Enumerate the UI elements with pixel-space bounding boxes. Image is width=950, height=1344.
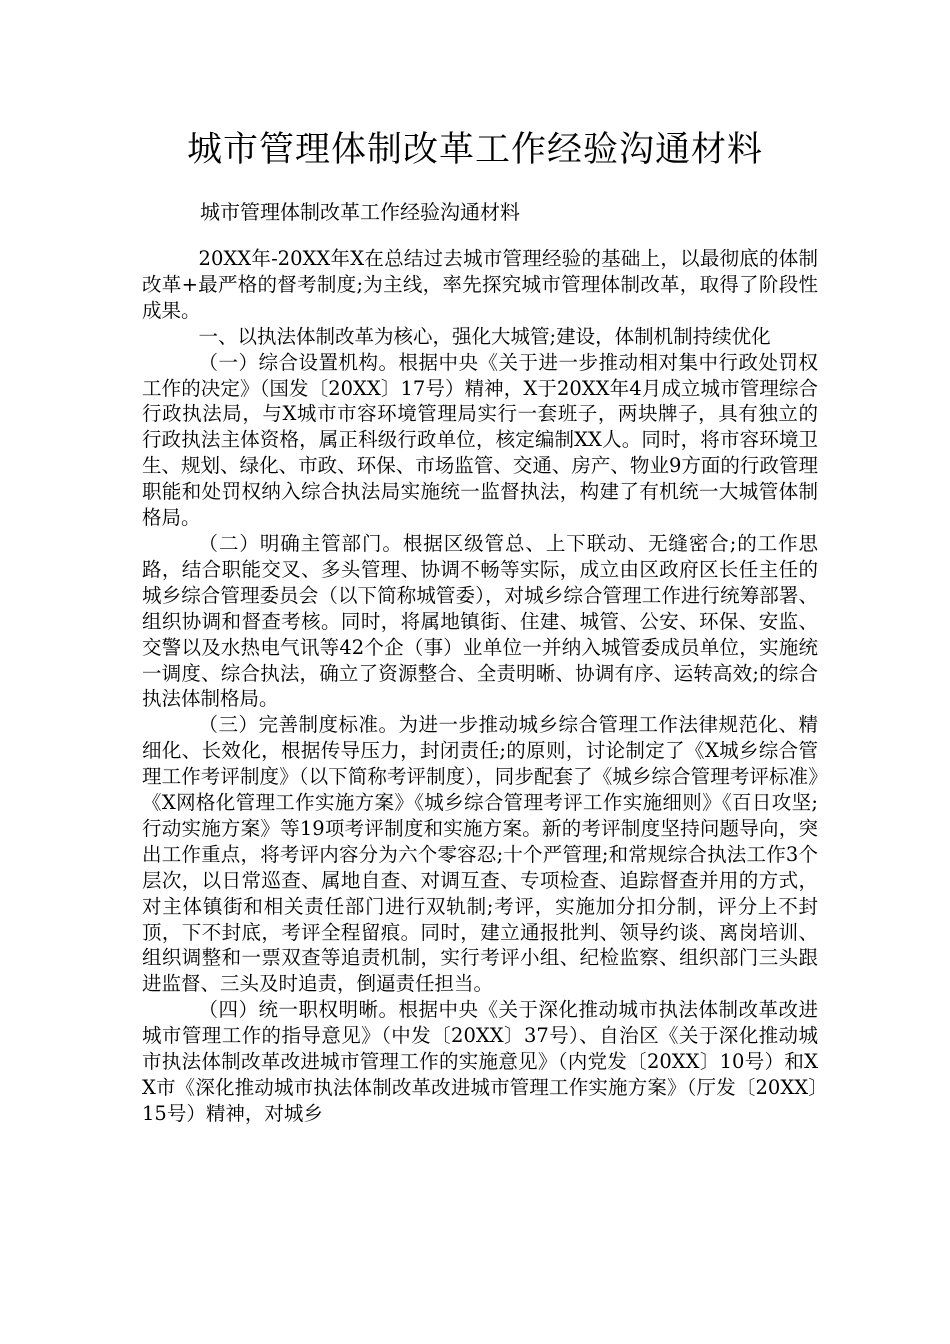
document-body xyxy=(142,246,818,1127)
paragraph-1: （一）综合设置机构。根据中央《关于进一步推动相对集中行政处罚权工作的决定》（国发〔20XX〕17号）精神，X于20XX年4月成立城市管理综合行政执法局，与X城市市容环境管理局实行一套班子，两块牌子，具有独立的行政执法主体资格，属正科级行政单位，核定编制XX人。同时，将市容环境卫生、规划、绿化、市政、环保、市场监管、交通、房产、物业9方面的行政管理职能和处罚权纳入综合执法局实施统一监督执法，构建了有机统一大城管体制格局。 xyxy=(142,350,818,530)
document-subtitle: 城市管理体制改革工作经验沟通材料 xyxy=(200,200,520,224)
document-title: 城市管理体制改革工作经验沟通材料 xyxy=(186,130,763,170)
paragraph-3: （三）完善制度标准。为进一步推动城乡综合管理工作法律规范化、精细化、长效化，根据传导压力，封闭责任;的原则，讨论制定了《X城乡综合管理工作考评制度》（以下简称考评制度），同步配套了《城乡综合管理考评标准》《X网格化管理工作实施方案》《城乡综合管理考评工作实施细则》《百日攻坚;行动实施方案》等19项考评制度和实施方案。新的考评制度坚持问题导向，突出工作重点，将考评内容分为六个零容忍;十个严管理;和常规综合执法工作3个层次，以日常巡查、属地自查、对调互查、专项检查、追踪督查并用的方式，对主体镇街和相关责任部门进行双轨制;考评，实施加分扣分制，评分上不封顶，下不封底，考评全程留痕。同时，建立通报批判、领导约谈、离岗培训、组织调整和一票双查等追责机制，实行考评小组、纪检监察、组织部门三头跟进监督、三头及时追责，倒逼责任担当。 xyxy=(142,713,818,996)
paragraph-4: （四）统一职权明晰。根据中央《关于深化推动城市执法体制改革改进城市管理工作的指导意见》（中发〔20XX〕37号）、自治区《关于深化推动城市执法体制改革改进城市管理工作的实施意见》（内党发〔20XX〕10号）和XX市《深化推动城市执法体制改革改进城市管理工作实施方案》（厅发〔20XX〕15号）精神，对城乡 xyxy=(142,998,818,1125)
paragraph-intro: 20XX年-20XX年X在总结过去城市管理经验的基础上，以最彻底的体制改革+最严格的督考制度;为主线，率先探究城市管理体制改革，取得了阶段性成果。 xyxy=(142,247,818,322)
paragraph-2: （二）明确主管部门。根据区级管总、上下联动、无缝密合;的工作思路，结合职能交叉、多头管理、协调不畅等实际，成立由区政府区长任主任的城乡综合管理委员会（以下简称城管委），对城乡综合管理工作进行统筹部署、组织协调和督查考核。同时，将属地镇街、住建、城管、公安、环保、安监、交警以及水热电气讯等42个企（事）业单位一并纳入城管委成员单位，实施统一调度、综合执法，确立了资源整合、全责明晰、协调有序、运转高效;的综合执法体制格局。 xyxy=(142,531,818,711)
section-heading-1: 一、以执法体制改革为核心，强化大城管;建设，体制机制持续优化 xyxy=(198,324,771,348)
